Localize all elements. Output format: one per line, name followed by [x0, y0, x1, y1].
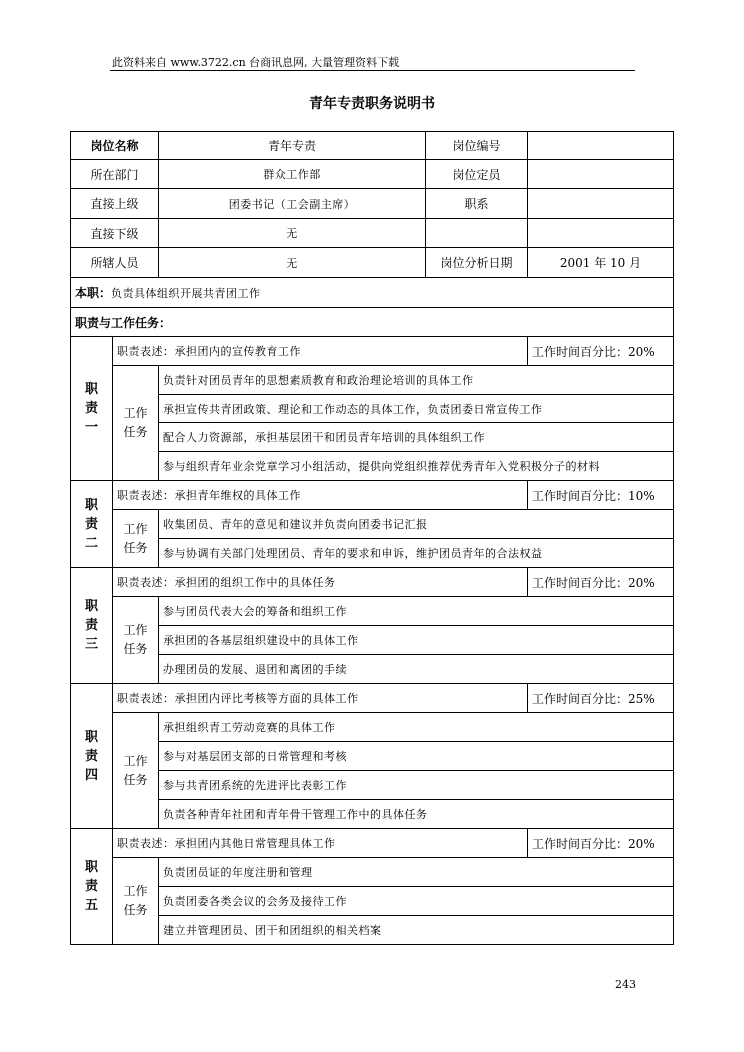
task-row: [71, 858, 674, 887]
work-task-label: [113, 597, 159, 684]
work-task-label: [113, 510, 159, 568]
task-row: [71, 366, 674, 395]
duty-label-text: 职责四: [84, 729, 98, 783]
duty-statement: 职责表述：承担团内的宣传教育工作: [113, 337, 528, 366]
post-no-value: [528, 132, 674, 160]
empty-cell: [528, 219, 674, 248]
task-row: [71, 597, 674, 626]
staff-value: 无: [159, 248, 426, 278]
dept-label: 所在部门: [71, 160, 159, 189]
duty-label-text: 职责五: [84, 860, 98, 913]
duty-statement: 职责表述：承担团内其他日常管理具体工作: [113, 829, 528, 858]
header-divider: [110, 70, 635, 71]
task-row: [71, 655, 674, 684]
duty-time-percent: 工作时间百分比：20%: [528, 337, 674, 366]
post-name-value: 青年专责: [159, 132, 426, 160]
duty-statement-row: [71, 684, 674, 713]
task-item: 建立并管理团员、团干和团组织的相关档案: [159, 916, 674, 945]
mission-label: 本职：: [75, 286, 112, 300]
task-item: 负责针对团员青年的思想素质教育和政治理论培训的具体工作: [159, 366, 674, 395]
duty-label-text: 职责三: [84, 599, 98, 652]
duty-statement: 职责表述：承担团的组织工作中的具体任务: [113, 568, 528, 597]
analysis-date-label: 岗位分析日期: [426, 248, 528, 278]
work-task-label-text: 工作任务: [123, 623, 148, 656]
work-task-label-text: 工作任务: [123, 406, 148, 439]
work-task-label-text: 工作任务: [123, 521, 148, 555]
task-row: [71, 800, 674, 829]
work-task-label-text: 工作任务: [123, 884, 148, 917]
analysis-date-value: 2001 年 10 月: [528, 248, 674, 278]
job-description-table: [70, 131, 674, 945]
row-dept: [71, 160, 674, 189]
duty-statement: 职责表述：承担青年维权的具体工作: [113, 481, 528, 510]
task-row: [71, 395, 674, 423]
task-item: 负责团委各类会议的会务及接待工作: [159, 887, 674, 916]
task-row: [71, 452, 674, 481]
row-subordinate: [71, 219, 674, 248]
task-row: [71, 742, 674, 771]
task-item: 参与组织青年业余党章学习小组活动，提供向党组织推荐优秀青年入党积极分子的材料: [159, 452, 674, 481]
duty-statement-row: [71, 568, 674, 597]
duty-time-percent: 工作时间百分比：20%: [528, 568, 674, 597]
row-post-name: [71, 132, 674, 160]
task-item: 参与协调有关部门处理团员、青年的要求和申诉，维护团员青年的合法权益: [159, 539, 674, 568]
task-item: 配合人力资源部，承担基层团干和团员青年培训的具体组织工作: [159, 423, 674, 452]
row-superior: [71, 189, 674, 219]
task-item: 参与团员代表大会的筹备和组织工作: [159, 597, 674, 626]
work-task-label: [113, 713, 159, 829]
task-row: [71, 887, 674, 916]
series-label: 职系: [426, 189, 528, 219]
task-row: [71, 916, 674, 945]
duty-label: [71, 481, 113, 568]
source-header: 此资料来自 www.3722.cn 台商讯息网, 大量管理资料下载: [112, 56, 400, 69]
quota-value: [528, 160, 674, 189]
dept-value: 群众工作部: [159, 160, 426, 189]
task-item: 参与对基层团支部的日常管理和考核: [159, 742, 674, 771]
work-task-label: [113, 858, 159, 945]
post-no-label: 岗位编号: [426, 132, 528, 160]
task-row: [71, 771, 674, 800]
duty-statement-row: [71, 337, 674, 366]
duty-time-percent: 工作时间百分比：20%: [528, 829, 674, 858]
duty-statement-row: [71, 829, 674, 858]
mission-cell: [71, 278, 674, 308]
task-item: 办理团员的发展、退团和离团的手续: [159, 655, 674, 684]
task-item: 承担组织青工劳动竞赛的具体工作: [159, 713, 674, 742]
duty-statement-row: [71, 481, 674, 510]
duty-label: [71, 829, 113, 945]
duty-label: [71, 684, 113, 829]
post-name-label: 岗位名称: [71, 132, 159, 160]
empty-cell: [426, 219, 528, 248]
row-duties-heading: [71, 308, 674, 337]
duty-label: [71, 568, 113, 684]
duties-heading: 职责与工作任务：: [71, 308, 674, 337]
duty-label: [71, 337, 113, 481]
task-row: [71, 510, 674, 539]
superior-value: 团委书记（工会副主席）: [159, 189, 426, 219]
task-item: 收集团员、青年的意见和建议并负责向团委书记汇报: [159, 510, 674, 539]
row-mission: [71, 278, 674, 308]
quota-label: 岗位定员: [426, 160, 528, 189]
task-item: 负责各种青年社团和青年骨干管理工作中的具体任务: [159, 800, 674, 829]
series-value: [528, 189, 674, 219]
subordinate-value: 无: [159, 219, 426, 248]
work-task-label: [113, 366, 159, 481]
duty-statement: 职责表述：承担团内评比考核等方面的具体工作: [113, 684, 528, 713]
page-number: 243: [615, 978, 636, 991]
duty-label-text: 职责二: [84, 497, 98, 551]
duty-label-text: 职责一: [84, 382, 98, 435]
task-row: [71, 539, 674, 568]
duty-time-percent: 工作时间百分比：10%: [528, 481, 674, 510]
staff-label: 所辖人员: [71, 248, 159, 278]
task-item: 参与共青团系统的先进评比表彰工作: [159, 771, 674, 800]
task-item: 承担宣传共青团政策、理论和工作动态的具体工作，负责团委日常宣传工作: [159, 395, 674, 423]
superior-label: 直接上级: [71, 189, 159, 219]
work-task-label-text: 工作任务: [123, 753, 148, 787]
task-item: 承担团的各基层组织建设中的具体工作: [159, 626, 674, 655]
subordinate-label: 直接下级: [71, 219, 159, 248]
duty-time-percent: 工作时间百分比：25%: [528, 684, 674, 713]
task-row: [71, 423, 674, 452]
task-row: [71, 713, 674, 742]
row-staff: [71, 248, 674, 278]
page-title: 青年专责职务说明书: [309, 96, 435, 112]
task-item: 负责团员证的年度注册和管理: [159, 858, 674, 887]
task-row: [71, 626, 674, 655]
mission-text: 负责具体组织开展共青团工作: [111, 287, 261, 300]
